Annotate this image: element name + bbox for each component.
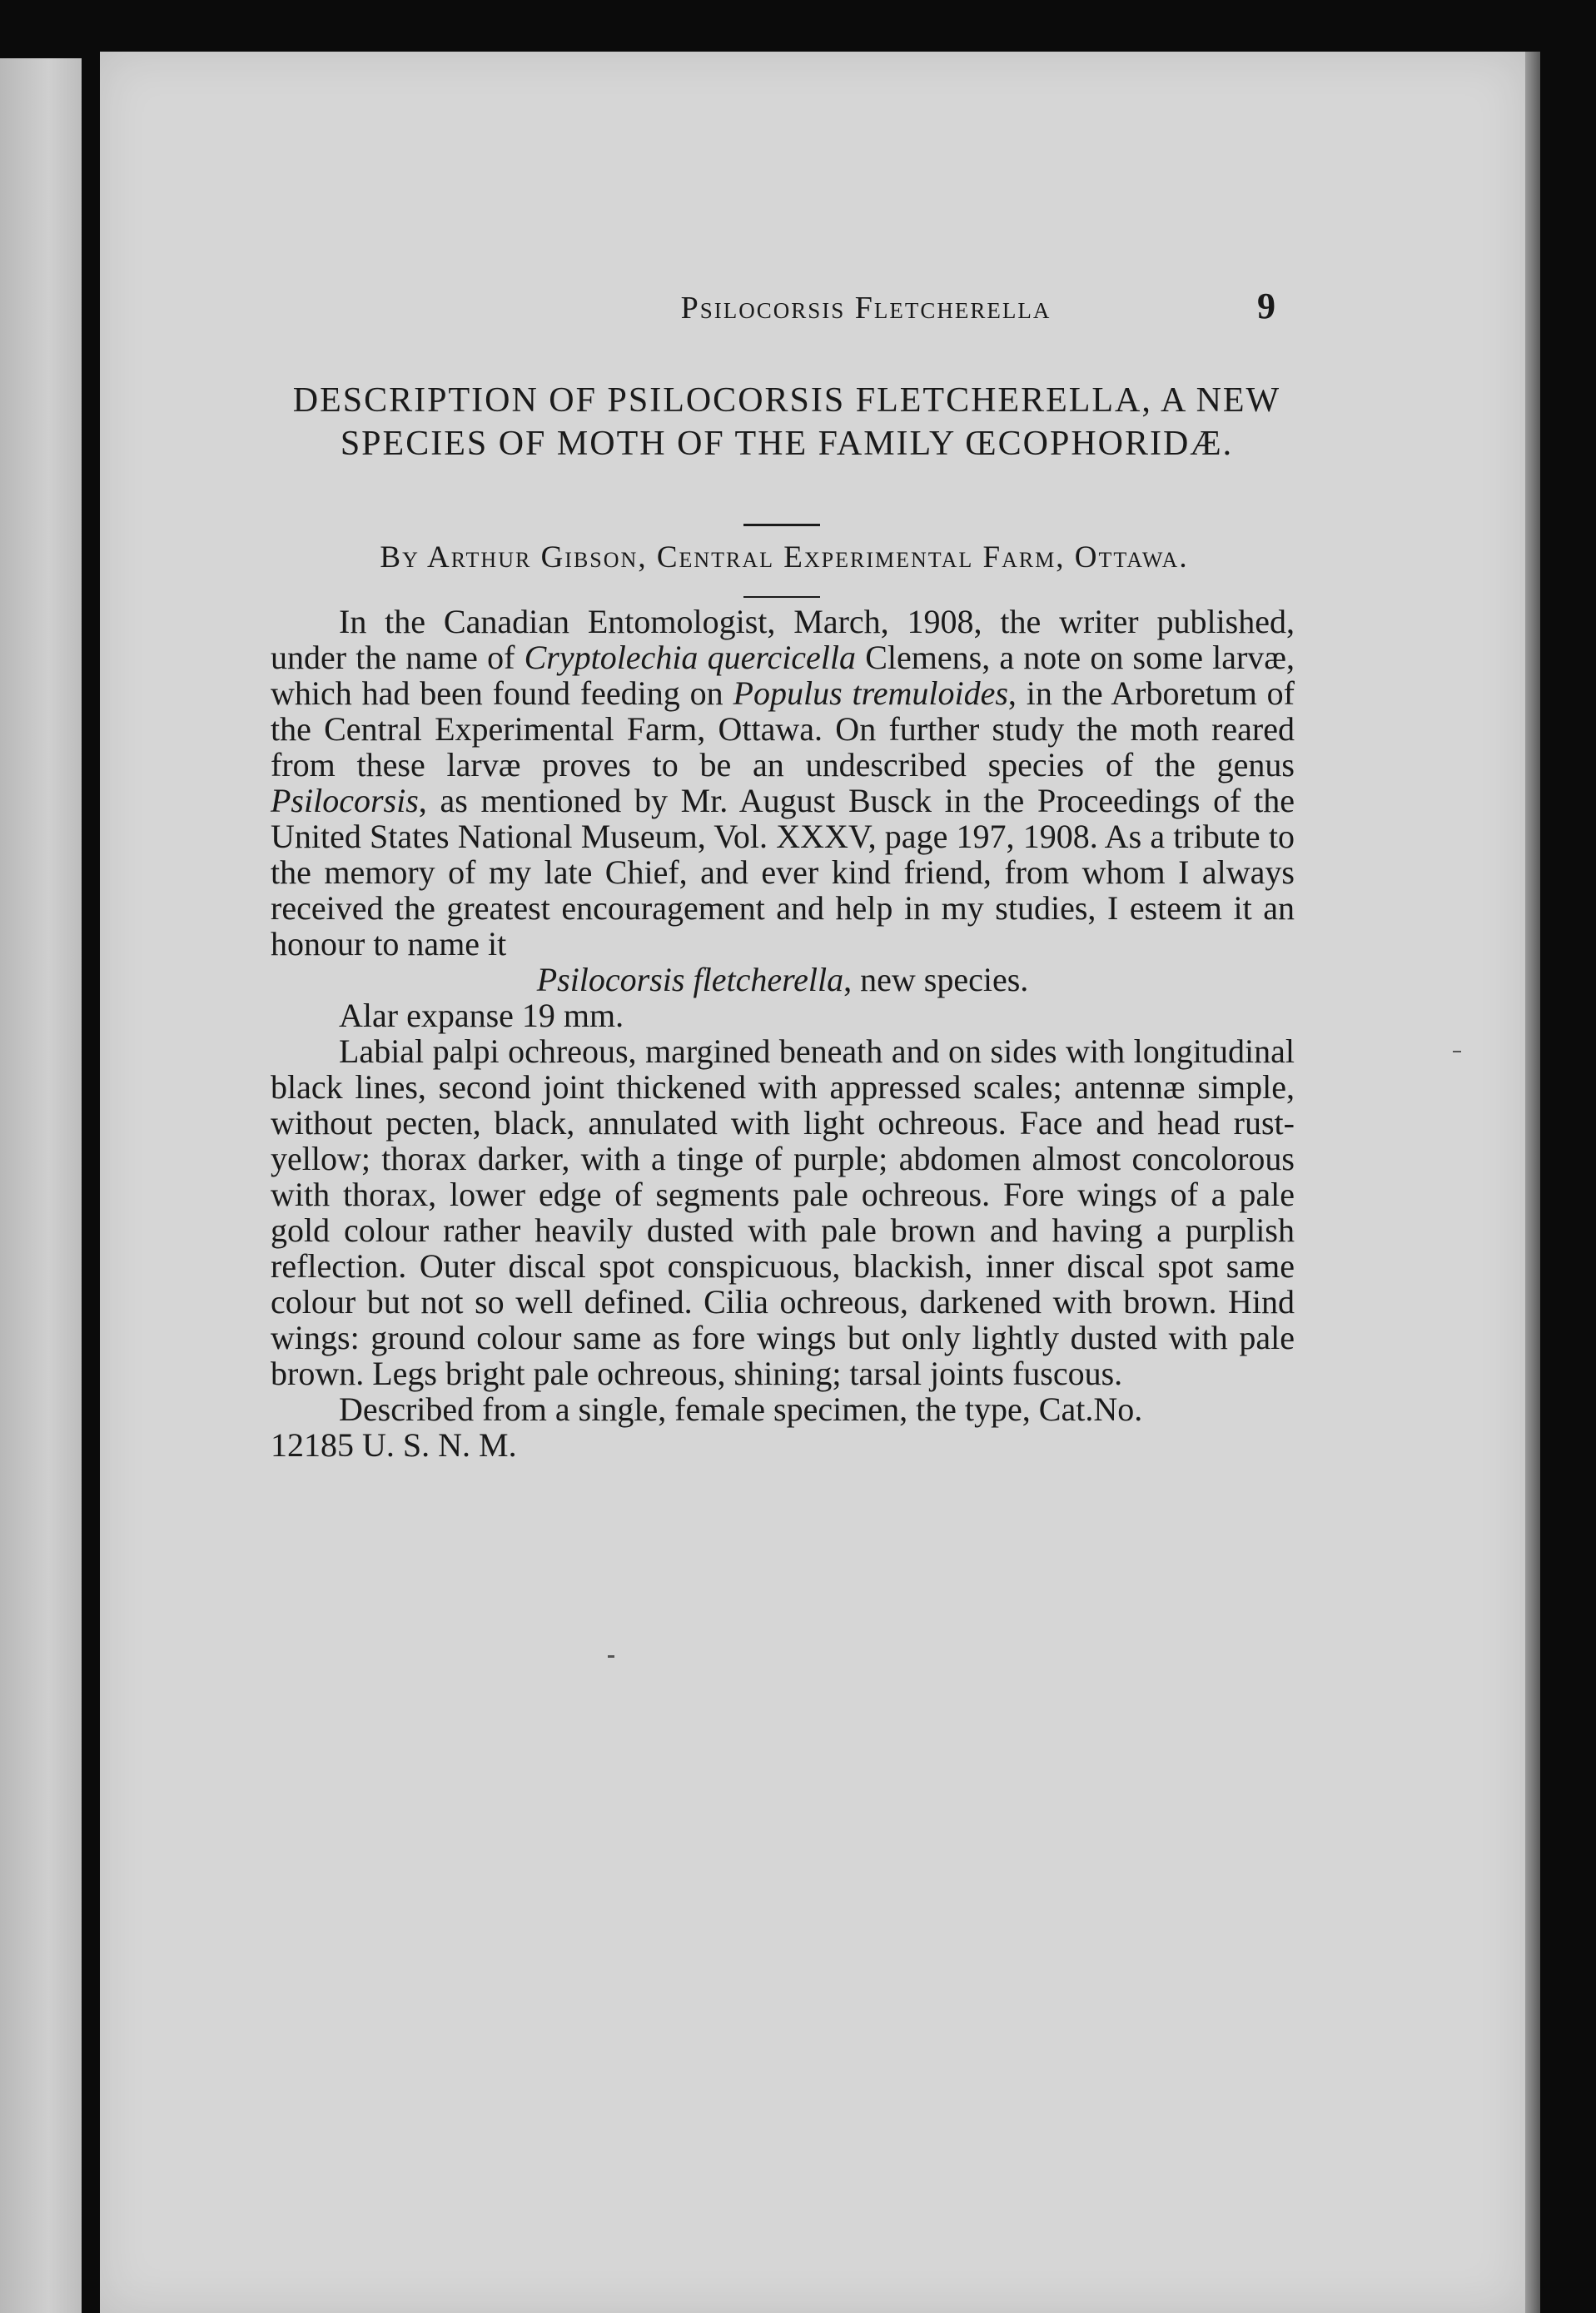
species-name: Psilocorsis fletcherella xyxy=(536,961,844,998)
print-speck xyxy=(608,1655,614,1658)
intro-text-2: Clemens, a note on some larvæ, which had been found feeding on xyxy=(271,639,1295,712)
intro-text-1: In the Canadian Entomologist, March, 1908, the writer published, under the name of xyxy=(271,603,1295,676)
running-head: Psilocorsis Fletcherella xyxy=(680,291,1052,326)
species-suffix: , new species. xyxy=(843,961,1029,998)
article-title: DESCRIPTION OF PSILOCORSIS FLETCHERELLA, A NEW SPECIES OF MOTH OF THE FAMILY ŒCOPHORIDÆ. xyxy=(292,381,1281,463)
page-shadow-edge xyxy=(1525,52,1540,2313)
intro-italic-3: Psilocorsis xyxy=(271,782,419,819)
alar-expanse: Alar expanse 19 mm. xyxy=(339,997,624,1034)
intro-italic-1: Cryptolechia quercicella xyxy=(524,639,857,676)
intro-text-4: , as mentioned by Mr. August Busck in the Proceedings of the United States National Museum, Vol. XXXV, page 197, 1908. As a tribute to the memory of my late Chief, and ever kind friend, from whom I always received the greatest encouragement and help in my studies, I esteem it an honour to name it xyxy=(271,782,1295,963)
closing-line-2: 12185 U. S. N. M. xyxy=(271,1426,517,1464)
intro-paragraph xyxy=(271,604,1295,962)
closing-line-1: Described from a single, female specimen, the type, Cat.No. xyxy=(339,1390,1143,1428)
article-body xyxy=(271,604,1295,1463)
title-rule xyxy=(743,524,820,526)
species-heading xyxy=(271,962,1295,997)
intro-italic-2: Populus tremuloides xyxy=(733,674,1008,712)
page-number: 9 xyxy=(1257,286,1275,326)
byline: By Arthur Gibson, Central Experimental Farm, Ottawa. xyxy=(380,540,1189,575)
adjacent-page-edge xyxy=(0,58,82,2313)
description-paragraph: Labial palpi ochreous, margined beneath and on sides with longitudinal black lines, second joint thickened with appressed scales; antennæ simple, without pecten, black, annulated with light ochreous. Face and head rust-yellow; thorax darker, with a tinge of purple; abdomen almost concolorous with thorax, lower edge of segments pale ochreous. Fore wings of a pale gold colour rather heavily dusted with pale brown and having a purplish reflection. Outer discal spot conspicuous, blackish, inner discal spot same colour but not so well defined. Cilia ochreous, darkened with brown. Hind wings: ground colour same as fore wings but only lightly dusted with pale brown. Legs bright pale ochreous, shining; tarsal joints fuscous. xyxy=(271,1032,1295,1392)
print-speck xyxy=(1453,1051,1461,1052)
intro-text-3: , in the Arboretum of the Central Experimental Farm, Ottawa. On further study the moth reared from these larvæ proves to be an undescribed species of the genus xyxy=(271,674,1295,783)
byline-rule xyxy=(743,596,820,598)
